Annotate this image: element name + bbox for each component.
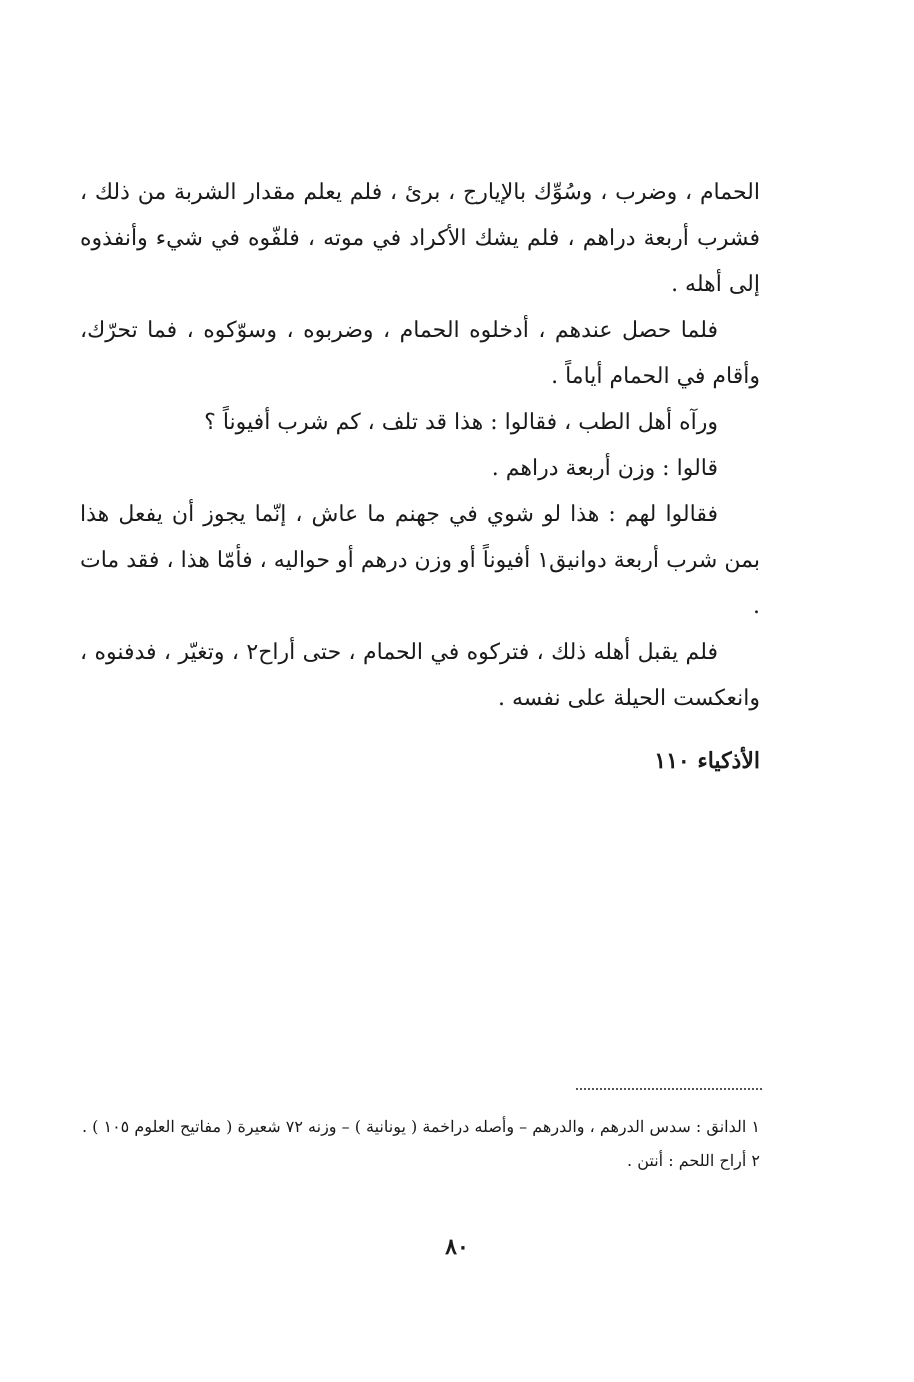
- footnote-2: ٢ أراح اللحم : أنتن .: [627, 1151, 760, 1170]
- footnote-divider: [576, 1088, 762, 1090]
- main-text: [80, 170, 760, 722]
- paragraph-3: ورآه أهل الطب ، فقالوا : هذا قد تلف ، كم شرب أفيوناً ؟: [204, 410, 718, 435]
- page-number: ٨٠: [445, 1234, 469, 1260]
- paragraph-1: الحمام ، وضرب ، وسُوِّك بالإيارج ، برئ ، فلم يعلم مقدار الشربة من ذلك ، فشرب أربعة دراهم ، فلم يشك الأكراد في موته ، فلفّوه في شيء وأنفذوه إلى أهله .: [80, 180, 760, 297]
- paragraph-4: قالوا : وزن أربعة دراهم .: [491, 456, 718, 481]
- paragraph-5: فقالوا لهم : هذا لو شوي في جهنم ما عاش ، إنّما يجوز أن يفعل هذا بمن شرب أربعة دوانيق١ أفيوناً أو وزن درهم أو حواليه ، فأمّا هذا ، فقد مات .: [80, 502, 760, 619]
- footnote-1: ١ الدانق : سدس الدرهم ، والدرهم – وأصله دراخمة ( يونانية ) – وزنه ٧٢ شعيرة ( مفاتيح العلوم ١٠٥ ) .: [81, 1117, 760, 1136]
- paragraph-2: فلما حصل عندهم ، أدخلوه الحمام ، وضربوه ، وسوّكوه ، فما تحرّك، وأقام في الحمام أياماً .: [80, 318, 760, 389]
- section-heading: الأذكياء ١١٠: [654, 748, 760, 774]
- footnotes: [80, 1110, 760, 1178]
- paragraph-6: فلم يقبل أهله ذلك ، فتركوه في الحمام ، حتى أراح٢ ، وتغيّر ، فدفنوه ، وانعكست الحيلة على نفسه .: [80, 640, 760, 711]
